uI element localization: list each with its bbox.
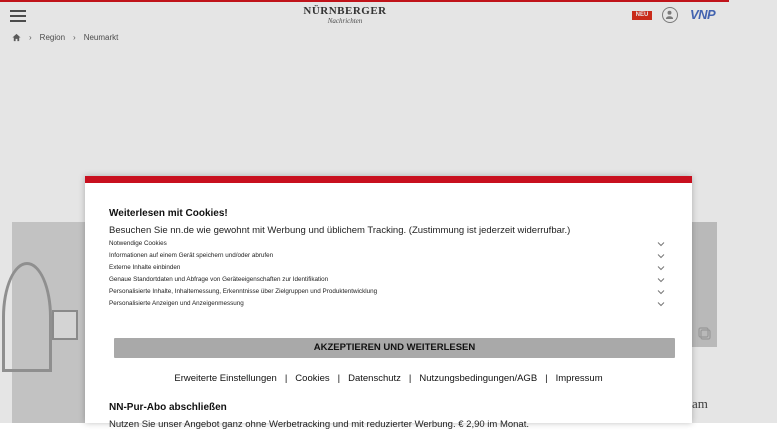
chevron-down-icon[interactable]: [657, 252, 665, 260]
link-separator: |: [284, 373, 288, 384]
purpose-item[interactable]: [109, 298, 665, 310]
logo-title: NÜRNBERGER: [303, 5, 387, 17]
logo-subtitle: Nachrichten: [327, 17, 363, 25]
purpose-label: Personalisierte Anzeigen und Anzeigenmessung: [109, 300, 244, 307]
accept-button[interactable]: AKZEPTIEREN UND WEITERLESEN: [114, 338, 675, 358]
purpose-label: Personalisierte Inhalte, Inhaltemessung, Erkenntnisse über Zielgruppen und Produktentwicklung: [109, 288, 378, 295]
chevron-down-icon[interactable]: [657, 276, 665, 284]
purpose-item[interactable]: [109, 286, 665, 298]
link-cookies[interactable]: Cookies: [295, 373, 330, 384]
cookie-consent-dialog: [85, 176, 692, 430]
link-separator: |: [337, 373, 341, 384]
purpose-item[interactable]: [109, 250, 665, 262]
consent-purpose-list: [109, 238, 665, 310]
chevron-down-icon[interactable]: [657, 264, 665, 272]
purpose-item[interactable]: [109, 238, 665, 250]
consent-intro: Besuchen Sie nn.de wie gewohnt mit Werbung und üblichem Tracking. (Zustimmung ist jederzeit widerrufbar.): [109, 225, 571, 236]
consent-links: [85, 373, 692, 384]
new-badge[interactable]: NEU: [632, 11, 652, 20]
chevron-down-icon[interactable]: [657, 288, 665, 296]
purpose-item[interactable]: [109, 262, 665, 274]
breadcrumb-item-neumarkt[interactable]: Neumarkt: [83, 32, 119, 42]
partner-logo[interactable]: VNP: [690, 7, 716, 22]
chevron-down-icon[interactable]: [657, 240, 665, 248]
purpose-item[interactable]: [109, 274, 665, 286]
headline-fragment: am: [692, 396, 708, 411]
purpose-label: Notwendige Cookies: [109, 240, 167, 247]
subscription-title[interactable]: NN-Pur-Abo abschließen: [109, 402, 227, 413]
subscription-text: Nutzen Sie unser Angebot ganz ohne Werbetracking und mit reduzierter Werbung. € 2,90 im Monat.: [109, 419, 529, 430]
chevron-down-icon[interactable]: [657, 300, 665, 308]
purpose-label: Informationen auf einem Gerät speichern und/oder abrufen: [109, 252, 274, 259]
link-imprint[interactable]: Impressum: [555, 373, 603, 384]
link-separator: |: [545, 373, 548, 384]
link-privacy[interactable]: Datenschutz: [348, 373, 401, 384]
breadcrumb-item-region[interactable]: Region: [39, 32, 66, 42]
link-terms[interactable]: Nutzungsbedingungen/AGB: [419, 373, 538, 384]
consent-title: Weiterlesen mit Cookies!: [109, 208, 228, 219]
chevron-right-icon: ›: [29, 32, 32, 42]
purpose-label: Genaue Standortdaten und Abfrage von Geräteeigenschaften zur Identifikation: [109, 276, 329, 283]
chevron-right-icon: ›: [73, 32, 76, 42]
link-separator: |: [408, 373, 412, 384]
purpose-label: Externe Inhalte einbinden: [109, 264, 181, 271]
link-advanced-settings[interactable]: Erweiterte Einstellungen: [174, 373, 277, 384]
